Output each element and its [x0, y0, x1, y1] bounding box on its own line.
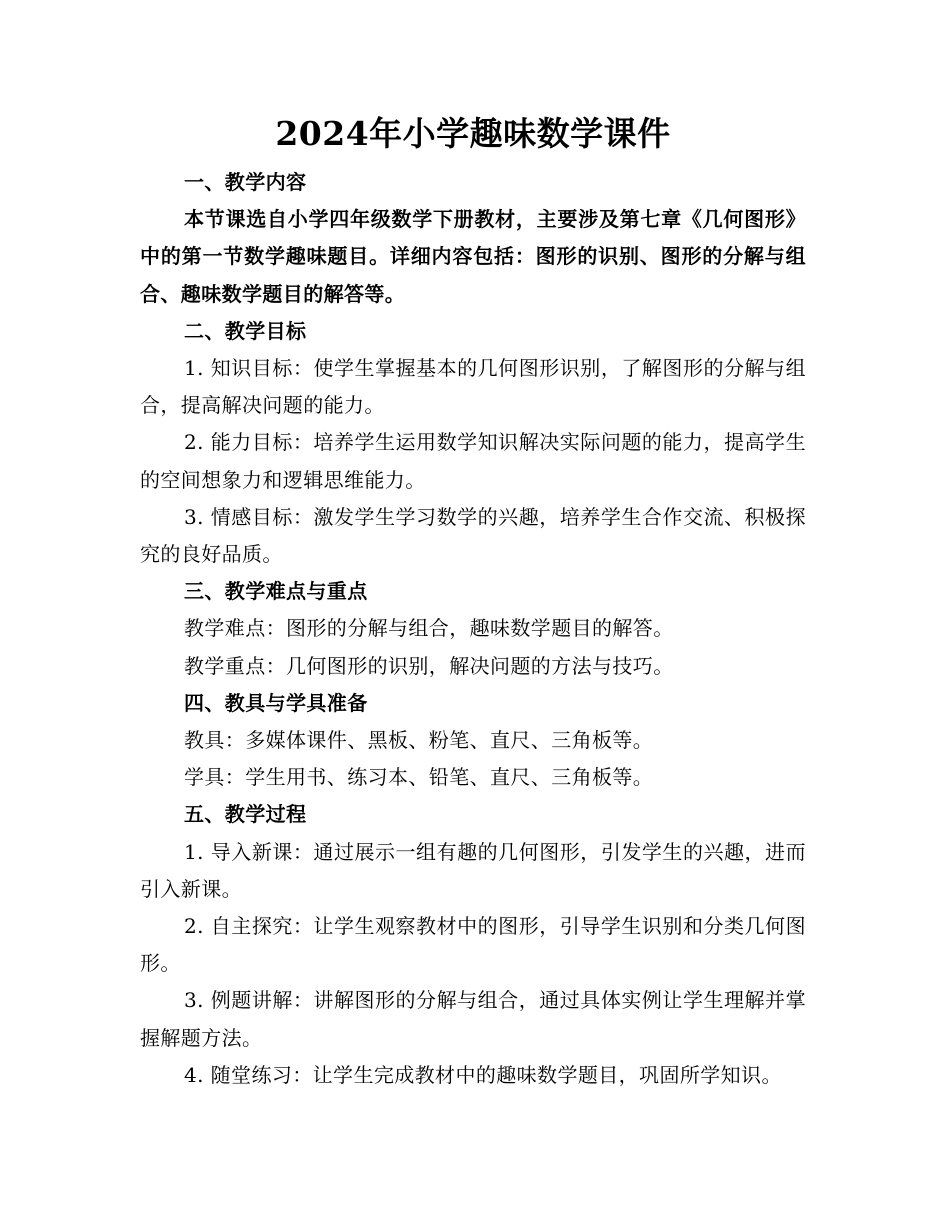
student-tools-item: 学具：学生用书、练习本、铅笔、直尺、三角板等。	[184, 765, 654, 790]
document-title: 2024年小学趣味数学课件	[275, 114, 671, 153]
process-item-practice: 4. 随堂练习：让学生完成教材中的趣味数学题目，巩固所学知识。	[184, 1062, 782, 1087]
section-heading-difficulty-focus: 三、教学难点与重点	[184, 579, 368, 604]
process-item-explore: 2. 自主探究：让学生观察教材中的图形，引导学生识别和分类几何图形。	[140, 914, 806, 976]
teaching-content-paragraph: 本节课选自小学四年级数学下册教材，主要涉及第七章《几何图形》中的第一节数学趣味题目。详细内容包括：图形的识别、图形的分解与组合、趣味数学题目的解答等。	[140, 207, 806, 306]
goal-item-ability: 2. 能力目标：培养学生运用数学知识解决实际问题的能力，提高学生的空间想象力和逻辑思维能力。	[140, 430, 806, 492]
section-heading-teaching-process: 五、教学过程	[184, 802, 307, 827]
teacher-tools-item: 教具：多媒体课件、黑板、粉笔、直尺、三角板等。	[184, 728, 654, 753]
section-heading-teaching-goals: 二、教学目标	[184, 318, 307, 343]
section-heading-teaching-content: 一、教学内容	[184, 170, 307, 194]
process-item-example: 3. 例题讲解：讲解图形的分解与组合，通过具体实例让学生理解并掌握解题方法。	[140, 988, 806, 1050]
process-item-intro: 1. 导入新课：通过展示一组有趣的几何图形，引发学生的兴趣，进而引入新课。	[140, 839, 806, 901]
section-heading-tools: 四、教具与学具准备	[184, 690, 368, 715]
goal-item-knowledge: 1. 知识目标：使学生掌握基本的几何图形识别，了解图形的分解与组合，提高解决问题的能力。	[140, 356, 806, 418]
focus-item: 教学重点：几何图形的识别，解决问题的方法与技巧。	[184, 653, 674, 678]
difficulty-item: 教学难点：图形的分解与组合，趣味数学题目的解答。	[184, 616, 674, 641]
goal-item-emotion: 3. 情感目标：激发学生学习数学的兴趣，培养学生合作交流、积极探究的良好品质。	[140, 504, 806, 567]
document-page	[140, 112, 806, 1094]
